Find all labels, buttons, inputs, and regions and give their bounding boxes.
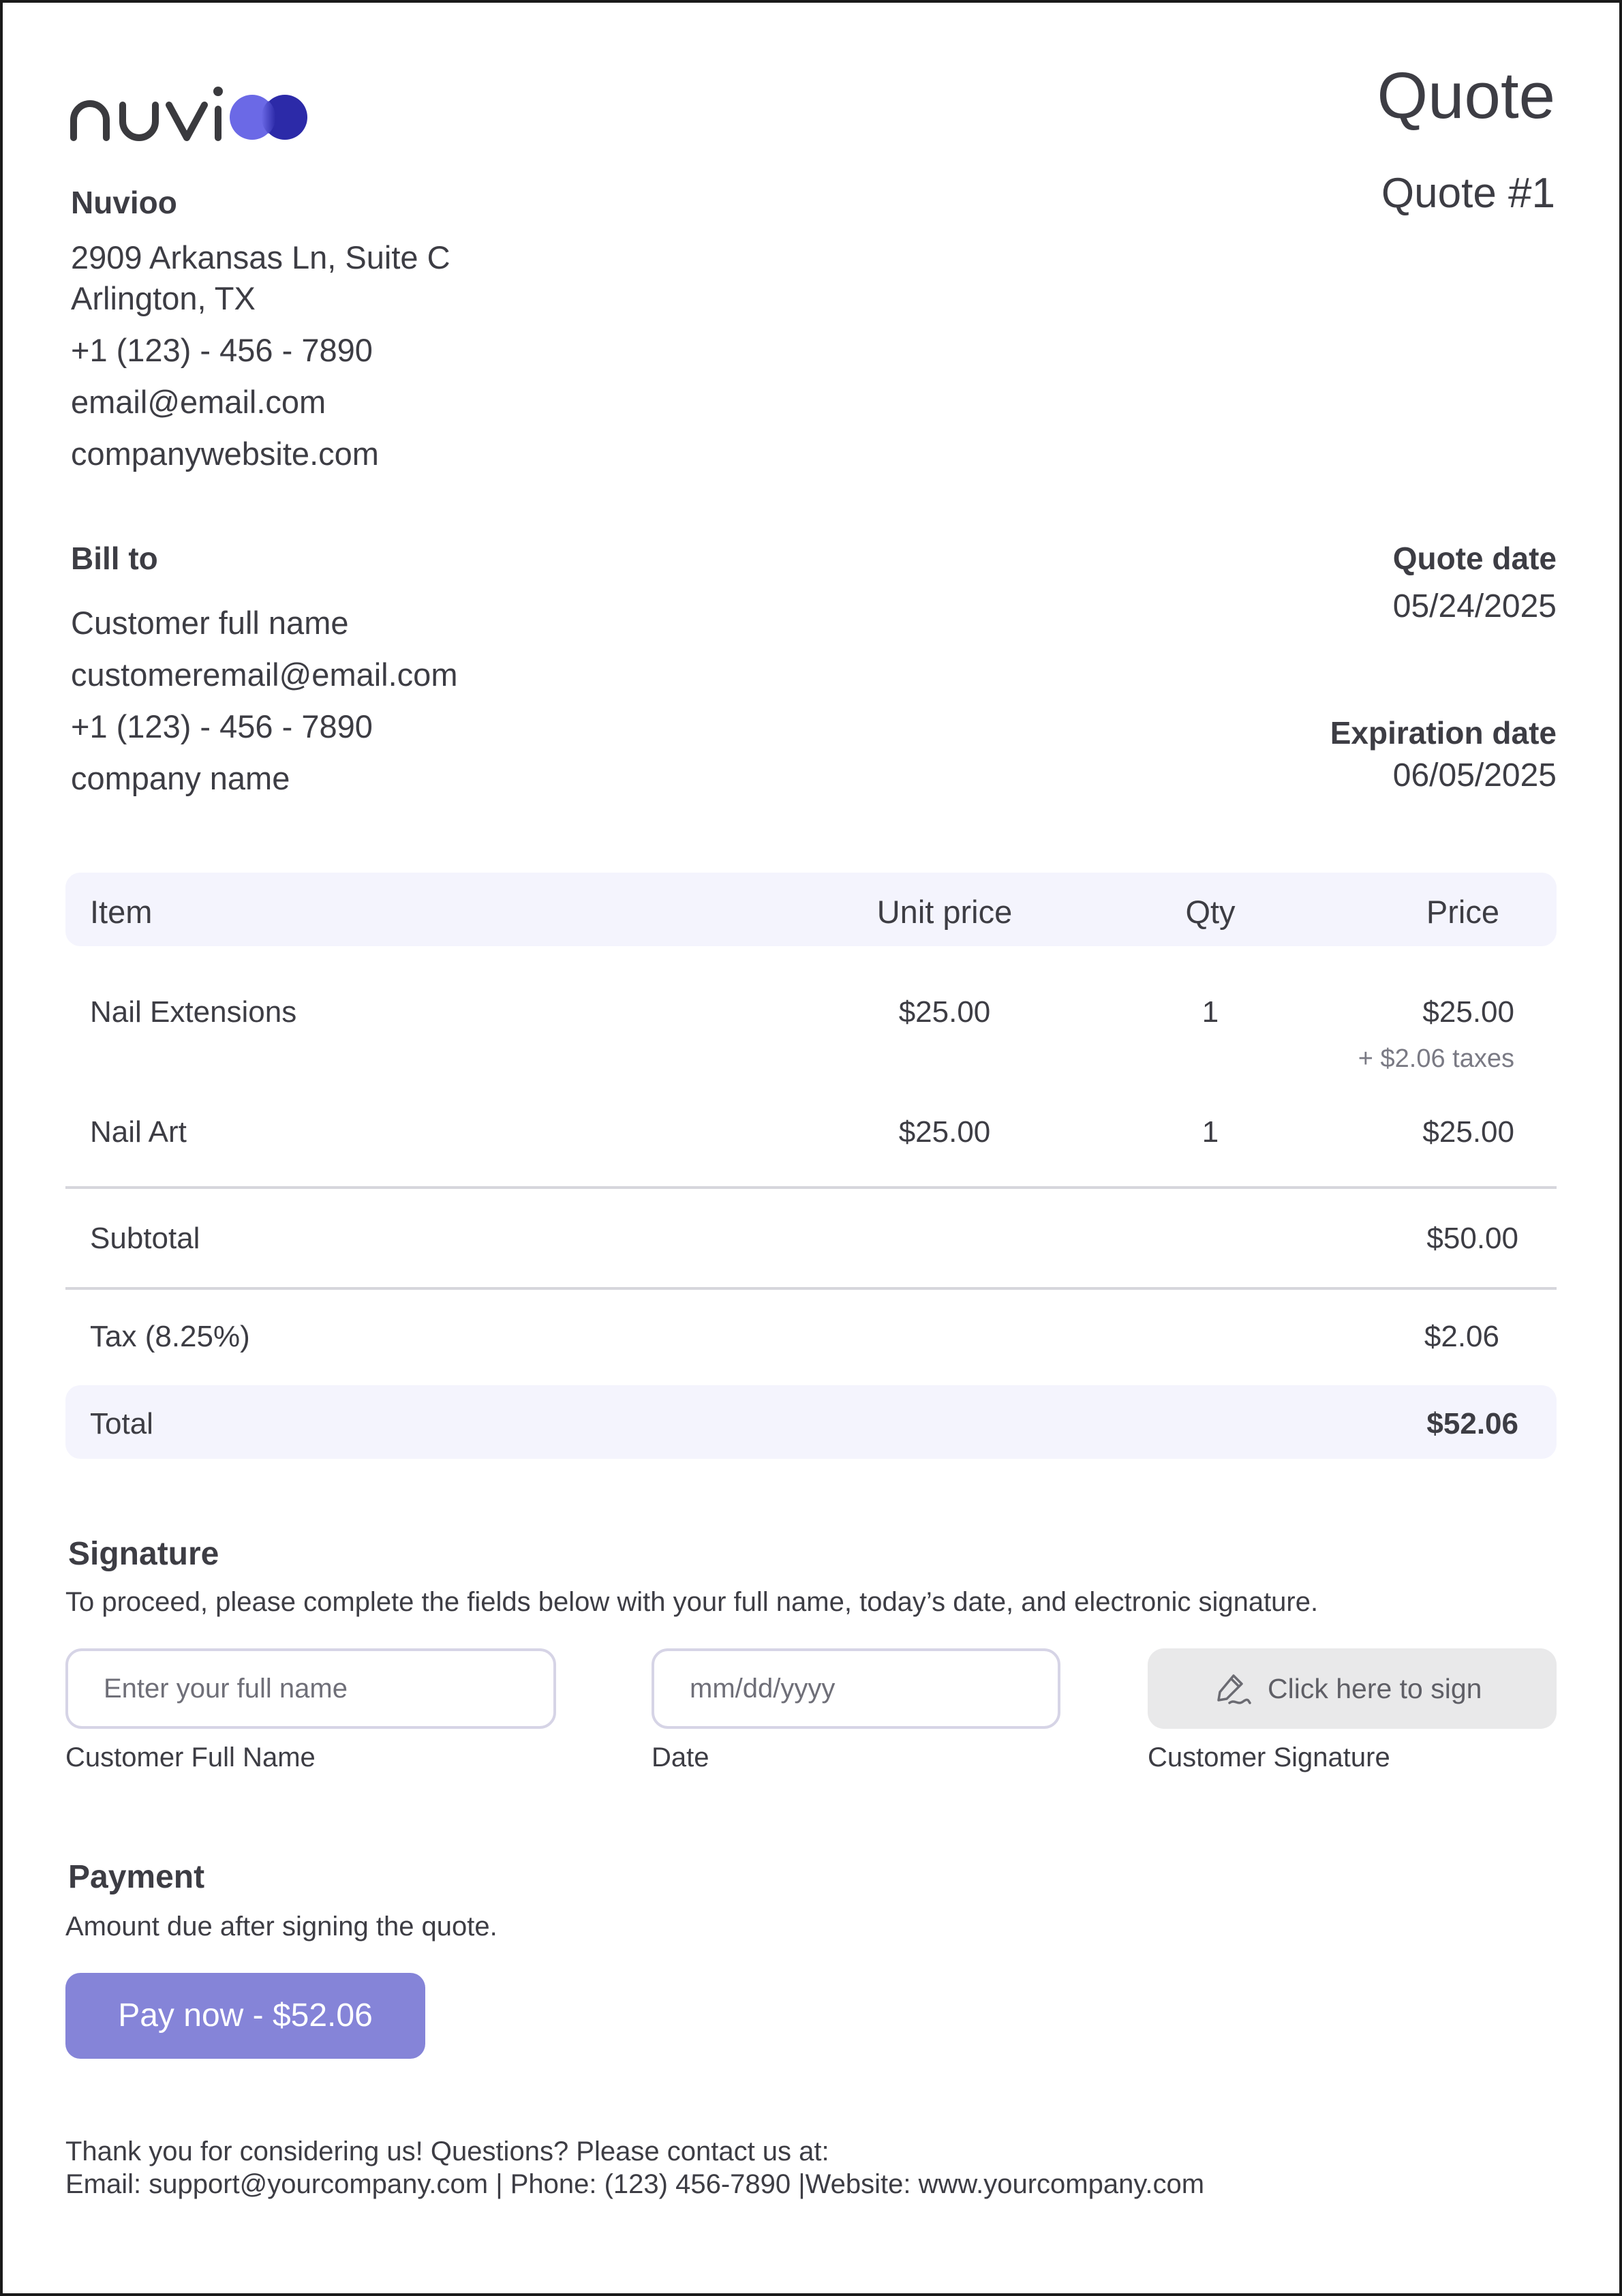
document-title: Quote (1377, 59, 1555, 132)
row-qty: 1 (1202, 995, 1219, 1029)
tax-value: $2.06 (1424, 1320, 1499, 1353)
company-address-line2: Arlington, TX (71, 280, 256, 316)
signature-heading: Signature (68, 1536, 219, 1572)
quote-number: Quote #1 (1381, 170, 1555, 217)
total-value: $52.06 (1426, 1407, 1518, 1440)
company-website: companywebsite.com (71, 436, 379, 472)
payment-description: Amount due after signing the quote. (65, 1912, 498, 1942)
row-unit-price: $25.00 (898, 995, 991, 1029)
customer-name: Customer full name (71, 605, 349, 641)
row-unit-price: $25.00 (898, 1115, 991, 1149)
header-unit-price: Unit price (876, 894, 1013, 930)
footer-contact: Email: support@yourcompany.com | Phone: (123) 456-7890 |Website: www.yourcompany.com (65, 2169, 1205, 2199)
bill-to-label: Bill to (71, 541, 158, 576)
header-price: Price (1426, 894, 1499, 930)
row-item-name: Nail Extensions (90, 995, 297, 1029)
quote-date-value: 05/24/2025 (1392, 588, 1557, 624)
signature-label: Customer Signature (1148, 1742, 1390, 1772)
divider (65, 1186, 1557, 1189)
footer-thank-you: Thank you for considering us! Questions? Please contact us at: (65, 2136, 829, 2166)
row-price: $25.00 (1422, 1115, 1514, 1149)
signature-instructions: To proceed, please complete the fields below with your full name, today’s date, and electronic signature. (65, 1587, 1319, 1617)
tax-label: Tax (8.25%) (90, 1320, 250, 1353)
full-name-placeholder: Enter your full name (104, 1674, 348, 1704)
divider (65, 1287, 1557, 1290)
customer-phone: +1 (123) - 456 - 7890 (71, 708, 373, 744)
company-phone: +1 (123) - 456 - 7890 (71, 332, 373, 368)
total-label: Total (90, 1407, 153, 1440)
row-tax-note: + $2.06 taxes (1358, 1044, 1514, 1073)
row-qty: 1 (1202, 1115, 1219, 1149)
company-email: email@email.com (71, 384, 326, 420)
customer-email: customeremail@email.com (71, 656, 458, 693)
expiration-date-value: 06/05/2025 (1392, 757, 1557, 794)
header-item: Item (90, 894, 153, 930)
date-label: Date (652, 1742, 709, 1772)
quote-date-label: Quote date (1392, 541, 1557, 576)
pen-signature-icon (1213, 1672, 1251, 1707)
pay-now-button[interactable]: Pay now - $52.06 (65, 1973, 425, 2059)
expiration-date-label: Expiration date (1330, 715, 1557, 751)
nuvioo-logo (70, 82, 356, 150)
subtotal-value: $50.00 (1426, 1222, 1518, 1255)
payment-heading: Payment (68, 1859, 205, 1895)
company-address-line1: 2909 Arkansas Ln, Suite C (71, 239, 450, 275)
sign-button[interactable] (1148, 1648, 1557, 1729)
header-qty: Qty (1185, 894, 1236, 930)
row-price: $25.00 (1422, 995, 1514, 1029)
row-item-name: Nail Art (90, 1115, 187, 1149)
full-name-label: Customer Full Name (65, 1742, 316, 1772)
subtotal-label: Subtotal (90, 1222, 200, 1255)
company-name: Nuvioo (71, 185, 177, 220)
sign-button-label: Click here to sign (1268, 1673, 1482, 1704)
customer-company: company name (71, 760, 290, 796)
date-placeholder: mm/dd/yyyy (690, 1674, 836, 1704)
